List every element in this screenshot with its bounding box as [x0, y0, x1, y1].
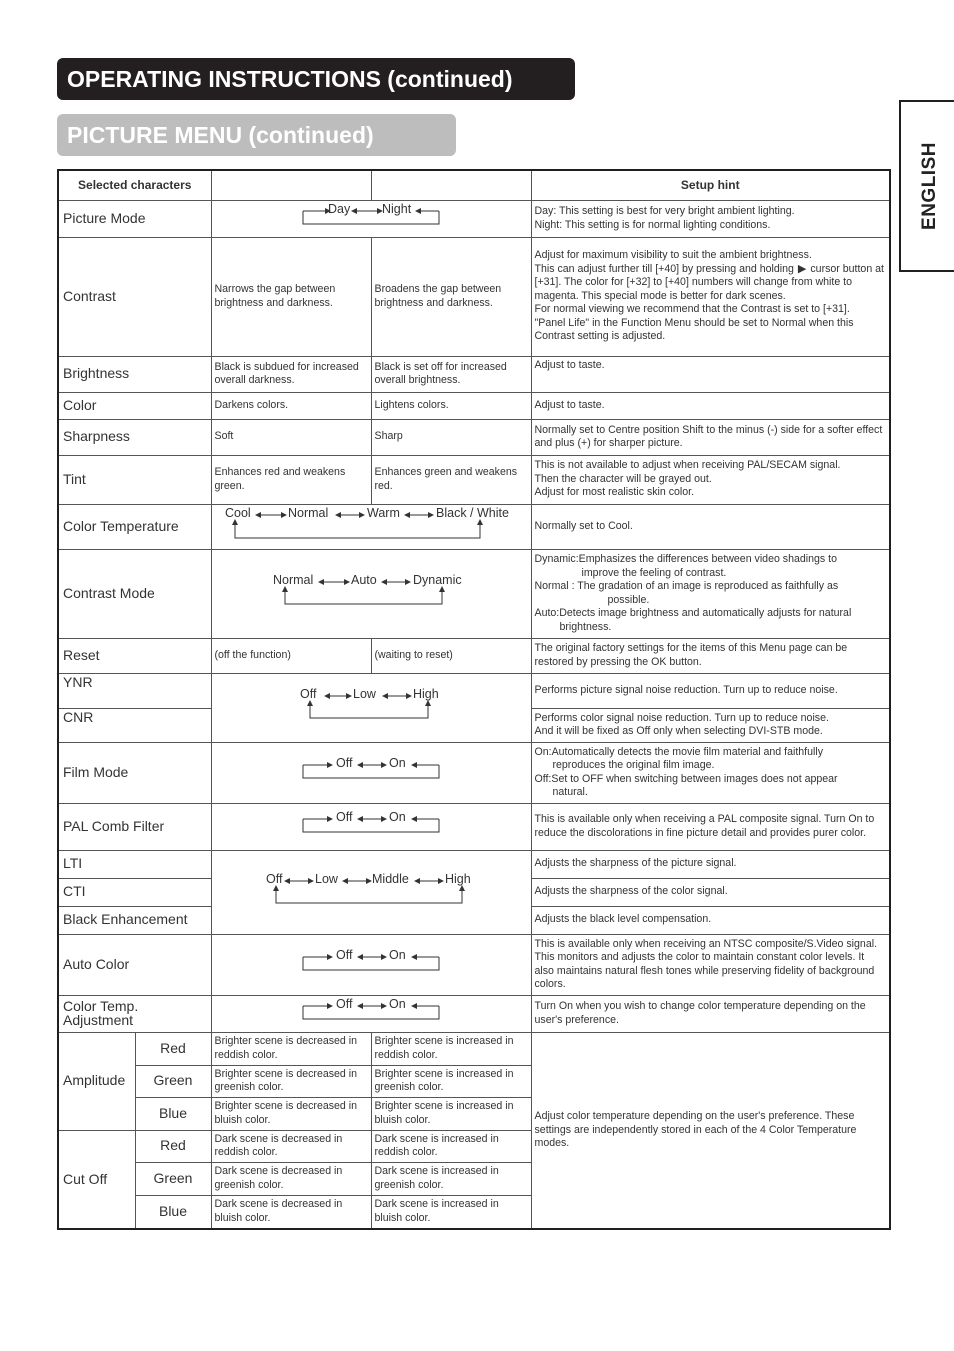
right-cursor-icon: ▶ — [797, 262, 807, 275]
sub-label: Blue — [135, 1195, 211, 1229]
row-label: Auto Color — [58, 934, 211, 995]
cycle-arrows — [301, 204, 441, 228]
page-title: OPERATING INSTRUCTIONS (continued) — [57, 58, 575, 100]
language-tab-label: ENGLISH — [919, 142, 940, 230]
row-label: CTI — [58, 878, 211, 906]
row-label: Contrast Mode — [58, 549, 211, 638]
options-cycle — [211, 742, 531, 803]
minus-cell: Dark scene is decreased in reddish color. — [211, 1130, 371, 1162]
option-high: High — [445, 871, 471, 886]
option-normal: Normal — [288, 506, 329, 521]
options-cycle — [211, 673, 531, 742]
cycle-arrows — [301, 999, 441, 1023]
table-row — [58, 803, 890, 850]
option-low: Low — [353, 687, 376, 702]
hint-cell: On:Automatically detects the movie film material and faithfully reproduces the original film image. Off:Set to OFF when switching between images does not appear natural. — [531, 742, 890, 803]
table-row — [58, 1032, 890, 1065]
option-on: On — [389, 997, 406, 1012]
row-label: Color Temp. Adjustment — [58, 995, 211, 1032]
option-low: Low — [315, 871, 338, 886]
plus-cell: Black is set off for increased overall brightness. — [371, 356, 531, 392]
plus-cell: Sharp — [371, 419, 531, 455]
sub-label: Red — [135, 1130, 211, 1162]
hint-cell: The original factory settings for the items of this Menu page can be restored by pressing the OK button. — [531, 638, 890, 673]
hint-cell: Turn On when you wish to change color temperature depending on the user's preference. — [531, 995, 890, 1032]
col-hint-header: Setup hint — [531, 170, 890, 200]
hint-cell: Adjust color temperature depending on the user's preference. These settings are independently stored in each of the 4 Color Temperature modes. — [531, 1032, 890, 1229]
plus-cell: Brighter scene is increased in bluish color. — [371, 1097, 531, 1130]
row-label: Film Mode — [58, 742, 211, 803]
row-label: Contrast — [58, 237, 211, 356]
option-off: Off — [336, 948, 353, 963]
table-row — [58, 392, 890, 419]
plus-cell: (waiting to reset) — [371, 638, 531, 673]
minus-cell: Darkens colors. — [211, 392, 371, 419]
option-off: Off — [336, 810, 353, 825]
option-warm: Warm — [367, 506, 400, 521]
minus-cell: Brighter scene is decreased in greenish color. — [211, 1065, 371, 1097]
options-cycle — [211, 850, 531, 934]
option-on: On — [389, 948, 406, 963]
plus-cell: Brighter scene is increased in greenish color. — [371, 1065, 531, 1097]
plus-cell: Dark scene is increased in reddish color. — [371, 1130, 531, 1162]
minus-cell: (off the function) — [211, 638, 371, 673]
hint-cell: Day: This setting is best for very bright ambient lighting. Night: This setting is for normal lighting conditions. — [531, 200, 890, 237]
hint-cell: This is available only when receiving an NTSC composite/S.Video signal. This monitors and adjusts the color to maintain constant color levels. It also maintains natural flesh tones while preserving fidelity of background colors. — [531, 934, 890, 995]
plus-cell: Enhances green and weakens red. — [371, 455, 531, 504]
plus-cell: Dark scene is increased in bluish color. — [371, 1195, 531, 1229]
table-header-row — [58, 170, 890, 200]
cycle-arrows — [301, 812, 441, 836]
row-label: PAL Comb Filter — [58, 803, 211, 850]
hint-cell: Normally set to Centre position Shift to the minus (-) side for a softer effect and plus (+) for sharper picture. — [531, 419, 890, 455]
option-black-white: Black / White — [436, 506, 509, 521]
minus-cell: Narrows the gap between brightness and darkness. — [211, 237, 371, 356]
hint-cell: Adjusts the black level compensation. — [531, 906, 890, 934]
table-row — [58, 504, 890, 549]
hint-cell: Adjust for maximum visibility to suit the ambient brightness. This can adjust further till [+40] by pressing and holding ▶ cursor button at [+31]. The color for [+32] to [+40] numbers will change from white to magenta. This special mode is better for dark scenes. For normal viewing we recommend that the Contrast is set to [+31]. "Panel Life" in the Function Menu should be set to Normal when this Contrast setting is adjusted. — [531, 237, 890, 356]
option-off: Off — [266, 871, 283, 886]
hint-cell: Dynamic:Emphasizes the differences between video shadings to improve the feeling of contrast. Normal : The gradation of an image is reproduced as faithfully as possible. Auto:Detects image brightness and automatically adjusts for natural brightness. — [531, 549, 890, 638]
table-row — [58, 850, 890, 878]
hint-cell: Adjusts the sharpness of the picture signal. — [531, 850, 890, 878]
language-tab — [899, 100, 954, 272]
minus-cell: Dark scene is decreased in greenish color. — [211, 1162, 371, 1195]
options-cycle — [211, 504, 531, 549]
col-plus-header — [371, 170, 531, 200]
col-minus-header — [211, 170, 371, 200]
option-off: Off — [300, 687, 317, 702]
minus-cell: Brighter scene is decreased in reddish color. — [211, 1032, 371, 1065]
option-normal: Normal — [273, 573, 314, 588]
cycle-arrows — [301, 758, 441, 782]
option-on: On — [389, 756, 406, 771]
hint-cell: Normally set to Cool. — [531, 504, 890, 549]
option-off: Off — [336, 756, 353, 771]
hint-cell: This is available only when receiving a PAL composite signal. Turn On to reduce the discolorations in fine picture detail and provides purer color. — [531, 803, 890, 850]
table-row — [58, 237, 890, 356]
row-label: Amplitude — [58, 1032, 135, 1130]
options-cycle — [211, 549, 531, 638]
hint-cell: Adjust to taste. — [531, 356, 890, 392]
options-cycle — [211, 200, 531, 237]
table-row — [58, 995, 890, 1032]
cycle-arrows — [301, 950, 441, 974]
minus-cell: Brighter scene is decreased in bluish color. — [211, 1097, 371, 1130]
table-row — [58, 200, 890, 237]
sub-label: Green — [135, 1162, 211, 1195]
table-row — [58, 742, 890, 803]
option-high: High — [413, 687, 439, 702]
table-row — [58, 455, 890, 504]
minus-cell: Black is subdued for increased overall darkness. — [211, 356, 371, 392]
minus-cell: Soft — [211, 419, 371, 455]
row-label: Picture Mode — [58, 200, 211, 237]
hint-cell: Adjust to taste. — [531, 392, 890, 419]
hint-cell: Performs color signal noise reduction. Turn up to reduce noise. And it will be fixed as Off only when selecting DVI-STB mode. — [531, 708, 890, 742]
hint-cell: Performs picture signal noise reduction. Turn up to reduce noise. — [531, 673, 890, 708]
plus-cell: Brighter scene is increased in reddish color. — [371, 1032, 531, 1065]
minus-cell: Enhances red and weakens green. — [211, 455, 371, 504]
plus-cell: Dark scene is increased in greenish color. — [371, 1162, 531, 1195]
table-row — [58, 356, 890, 392]
option-middle: Middle — [372, 871, 409, 886]
plus-cell: Broadens the gap between brightness and darkness. — [371, 237, 531, 356]
sub-label: Green — [135, 1065, 211, 1097]
option-night: Night — [382, 202, 412, 217]
row-label: Sharpness — [58, 419, 211, 455]
hint-cell: This is not available to adjust when receiving PAL/SECAM signal. Then the character will be grayed out. Adjust for most realistic skin color. — [531, 455, 890, 504]
row-label: Color — [58, 392, 211, 419]
options-cycle — [211, 995, 531, 1032]
option-dynamic: Dynamic — [413, 573, 462, 588]
minus-cell: Dark scene is decreased in bluish color. — [211, 1195, 371, 1229]
row-label: LTI — [58, 850, 211, 878]
table-row — [58, 549, 890, 638]
row-label: CNR — [58, 708, 211, 742]
table-row — [58, 638, 890, 673]
sub-label: Red — [135, 1032, 211, 1065]
row-label: Black Enhancement — [58, 906, 211, 934]
option-day: Day — [328, 202, 351, 217]
option-auto: Auto — [351, 573, 377, 588]
option-on: On — [389, 810, 406, 825]
options-cycle — [211, 803, 531, 850]
table-row — [58, 934, 890, 995]
col-selected-header: Selected characters — [58, 170, 211, 200]
hint-cell: Adjusts the sharpness of the color signal. — [531, 878, 890, 906]
option-off: Off — [336, 997, 353, 1012]
option-cool: Cool — [225, 506, 251, 521]
row-label: Tint — [58, 455, 211, 504]
options-cycle — [211, 934, 531, 995]
row-label: YNR — [58, 673, 211, 708]
row-label: Reset — [58, 638, 211, 673]
plus-cell: Lightens colors. — [371, 392, 531, 419]
table-row — [58, 673, 890, 708]
row-label: Color Temperature — [58, 504, 211, 549]
row-label: Brightness — [58, 356, 211, 392]
section-title: PICTURE MENU (continued) — [57, 114, 456, 156]
sub-label: Blue — [135, 1097, 211, 1130]
settings-table — [57, 169, 891, 1230]
table-row — [58, 419, 890, 455]
row-label: Cut Off — [58, 1130, 135, 1229]
